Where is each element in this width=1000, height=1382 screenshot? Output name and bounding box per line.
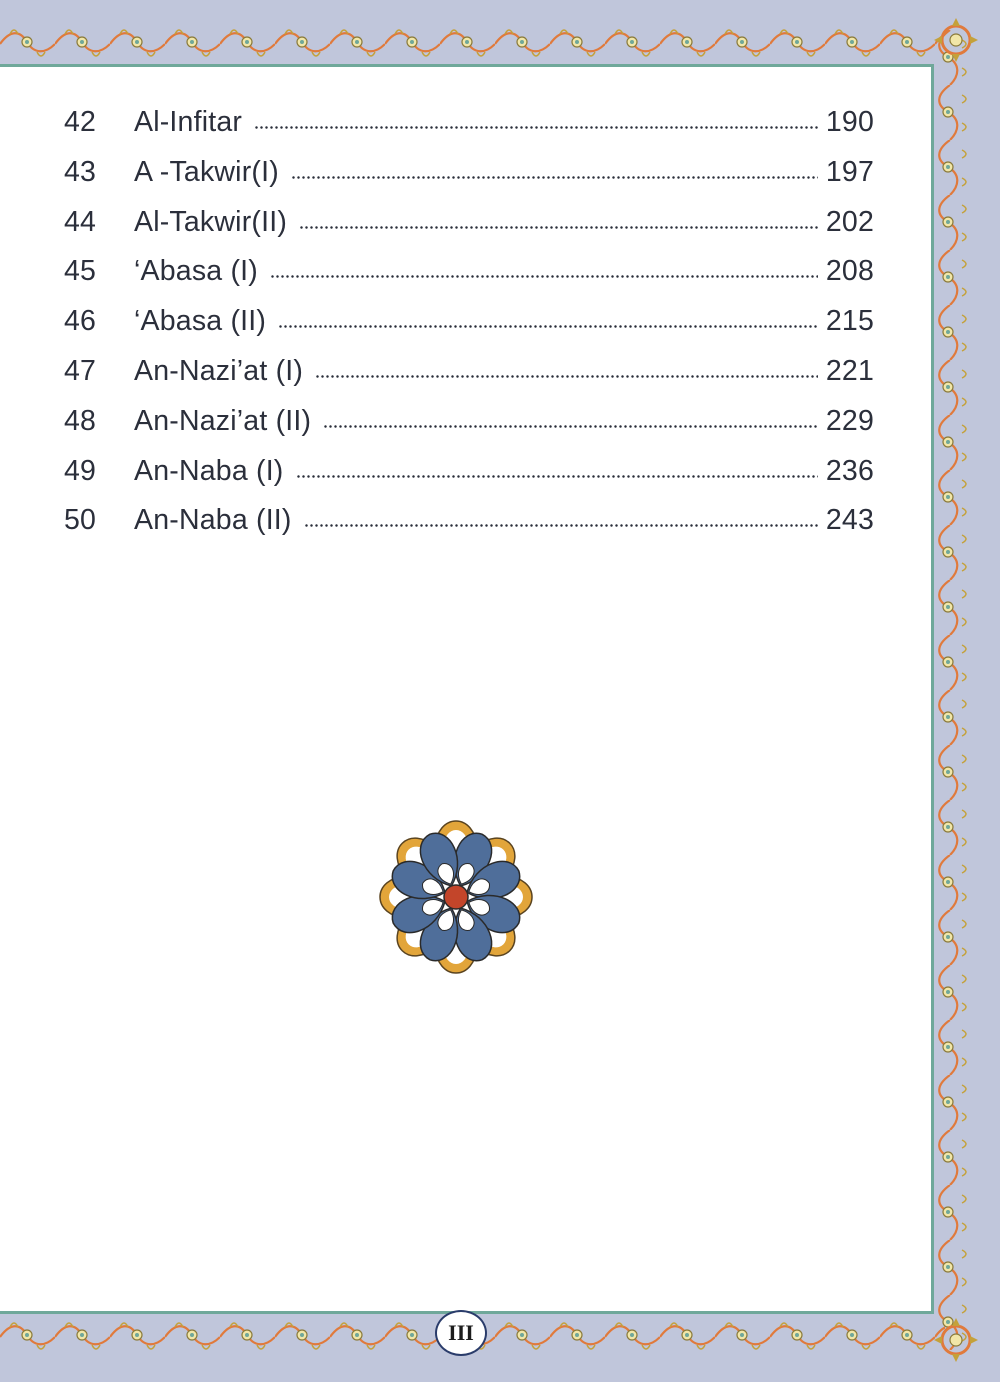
toc-entry-page: 208 bbox=[825, 255, 874, 288]
dot-leader bbox=[254, 126, 818, 129]
toc-entry[interactable] bbox=[64, 355, 874, 405]
dot-leader bbox=[304, 524, 818, 527]
corner-ornament-icon bbox=[926, 1310, 986, 1370]
toc-entry-page: 215 bbox=[825, 305, 874, 338]
table-of-contents bbox=[64, 106, 874, 554]
toc-entry[interactable] bbox=[64, 106, 874, 156]
toc-entry-page: 243 bbox=[825, 504, 874, 537]
toc-entry-title: Al-Takwir(II) bbox=[134, 205, 288, 238]
dot-leader bbox=[270, 275, 818, 278]
toc-entry-number: 49 bbox=[64, 454, 97, 487]
toc-entry-title: An-Naba (II) bbox=[134, 504, 292, 537]
right-ornament-border bbox=[928, 30, 988, 1350]
page-number: III bbox=[448, 1320, 474, 1345]
dot-leader bbox=[291, 176, 818, 179]
dot-leader bbox=[323, 425, 818, 428]
toc-entry-title: ‘Abasa (I) bbox=[134, 255, 258, 288]
toc-entry[interactable] bbox=[64, 504, 874, 554]
page-number-badge bbox=[435, 1310, 487, 1356]
toc-entry-title: An-Nazi’at (II) bbox=[134, 404, 312, 437]
toc-entry[interactable] bbox=[64, 255, 874, 305]
toc-entry-number: 42 bbox=[64, 106, 97, 138]
toc-entry-title: An-Naba (I) bbox=[134, 454, 284, 487]
toc-entry-page: 190 bbox=[825, 106, 874, 138]
top-ornament-border bbox=[0, 22, 945, 62]
toc-entry[interactable] bbox=[64, 455, 874, 505]
toc-entry-page: 236 bbox=[825, 454, 874, 487]
toc-entry-number: 50 bbox=[64, 504, 97, 537]
toc-entry-number: 43 bbox=[64, 155, 97, 188]
toc-entry-number: 48 bbox=[64, 404, 97, 437]
toc-entry-page: 202 bbox=[825, 205, 874, 238]
dot-leader bbox=[299, 226, 818, 229]
toc-entry-number: 44 bbox=[64, 205, 97, 238]
dot-leader bbox=[315, 375, 818, 378]
toc-entry-number: 45 bbox=[64, 255, 97, 288]
toc-entry-page: 221 bbox=[825, 354, 874, 387]
toc-entry[interactable] bbox=[64, 156, 874, 206]
toc-entry-page: 229 bbox=[825, 404, 874, 437]
toc-entry-title: ‘Abasa (II) bbox=[134, 305, 267, 338]
toc-entry-title: A -Takwir(I) bbox=[134, 155, 279, 188]
toc-entry[interactable] bbox=[64, 305, 874, 355]
toc-entry-page: 197 bbox=[825, 155, 874, 188]
toc-entry-title: An-Nazi’at (I) bbox=[134, 354, 304, 387]
toc-entry-title: Al-Infitar bbox=[134, 106, 243, 138]
corner-ornament-icon bbox=[926, 10, 986, 70]
dot-leader bbox=[296, 475, 818, 478]
toc-entry-number: 46 bbox=[64, 305, 97, 338]
rosette-flower-icon bbox=[376, 817, 536, 977]
dot-leader bbox=[278, 325, 818, 328]
toc-entry-number: 47 bbox=[64, 354, 97, 387]
toc-entry[interactable] bbox=[64, 206, 874, 256]
toc-entry[interactable] bbox=[64, 405, 874, 455]
